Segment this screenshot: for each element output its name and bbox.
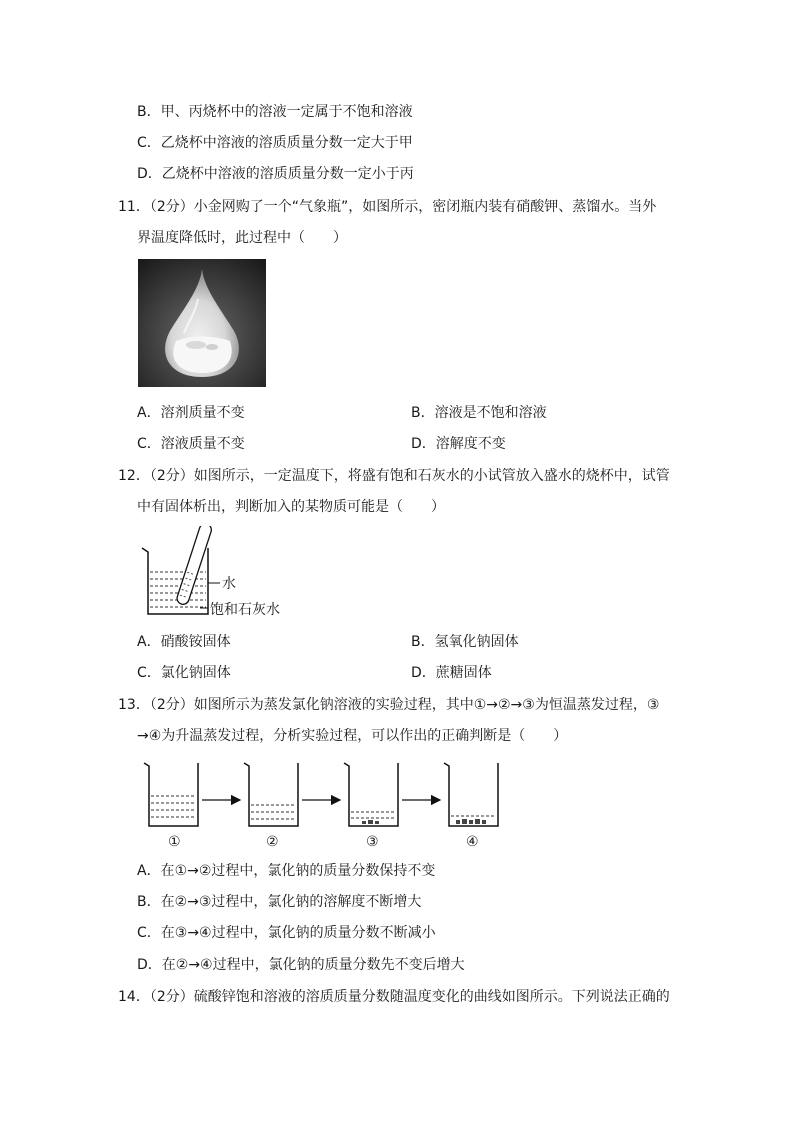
crystals-3: [362, 820, 379, 824]
q11-option-c: C．溶液质量不变: [137, 436, 245, 452]
q12-option-b: B．氢氧化钠固体: [411, 634, 519, 650]
q13-stem-line1: 13．（2分）如图所示为蒸发氯化钠溶液的实验过程，其中①→②→③为恒温蒸发过程，③: [118, 697, 660, 713]
q11-option-b: B．溶液是不饱和溶液: [411, 405, 547, 421]
beaker-3: [344, 763, 398, 850]
label-water: 水: [222, 576, 236, 592]
q10-option-c: C．乙烧杯中溶液的溶质质量分数一定大于甲: [137, 135, 413, 151]
beaker-1: [144, 763, 198, 850]
q14-stem-line1: 14．（2分）硫酸锌饱和溶液的溶质质量分数随温度变化的曲线如图所示。下列说法正确的: [118, 989, 670, 1005]
crystals-4: [456, 819, 486, 824]
q12-option-d: D．蔗糖固体: [411, 665, 492, 681]
beaker-label-3: ③: [366, 834, 379, 850]
q12-stem-line2: 中有固体析出，判断加入的某物质可能是（ ）: [137, 499, 445, 515]
q11-stem-line2: 界温度降低时，此过程中（ ）: [137, 230, 347, 246]
q12-stem-line1: 12．（2分）如图所示，一定温度下，将盛有饱和石灰水的小试管放入盛水的烧杯中，试管: [118, 468, 670, 484]
q11-option-d: D．溶解度不变: [411, 436, 506, 452]
beaker-2: [244, 763, 298, 850]
q13-stem-line2: →④为升温蒸发过程，分析实验过程，可以作出的正确判断是（ ）: [137, 728, 568, 744]
beaker-label-1: ①: [168, 834, 181, 850]
storm-glass-photo: [138, 259, 266, 387]
evaporation-beakers-diagram: [140, 758, 512, 852]
q12-option-c: C．氯化钠固体: [137, 665, 231, 681]
q13-option-a: A．在①→②过程中，氯化钠的质量分数保持不变: [137, 863, 436, 879]
beaker-label-2: ②: [266, 834, 279, 850]
label-saturated-limewater: 饱和石灰水: [210, 602, 280, 618]
test-tube-beaker-diagram: [138, 526, 298, 626]
q13-option-b: B．在②→③过程中，氯化钠的溶解度不断增大: [137, 894, 422, 910]
q12-option-a: A．硝酸铵固体: [137, 634, 231, 650]
q11-option-a: A．溶剂质量不变: [137, 405, 245, 421]
q10-option-b: B．甲、丙烧杯中的溶液一定属于不饱和溶液: [137, 104, 413, 120]
q11-stem-line1: 11．（2分）小金网购了一个“气象瓶”，如图所示，密闭瓶内装有硝酸钾、蒸馏水。当外: [118, 199, 657, 215]
beaker-label-4: ④: [466, 834, 479, 850]
q10-option-d: D．乙烧杯中溶液的溶质质量分数一定小于丙: [137, 166, 414, 182]
beaker-4: [444, 763, 498, 850]
q13-option-d: D．在②→④过程中，氯化钠的质量分数先不变后增大: [137, 957, 465, 973]
q13-option-c: C．在③→④过程中，氯化钠的质量分数不断减小: [137, 925, 436, 941]
